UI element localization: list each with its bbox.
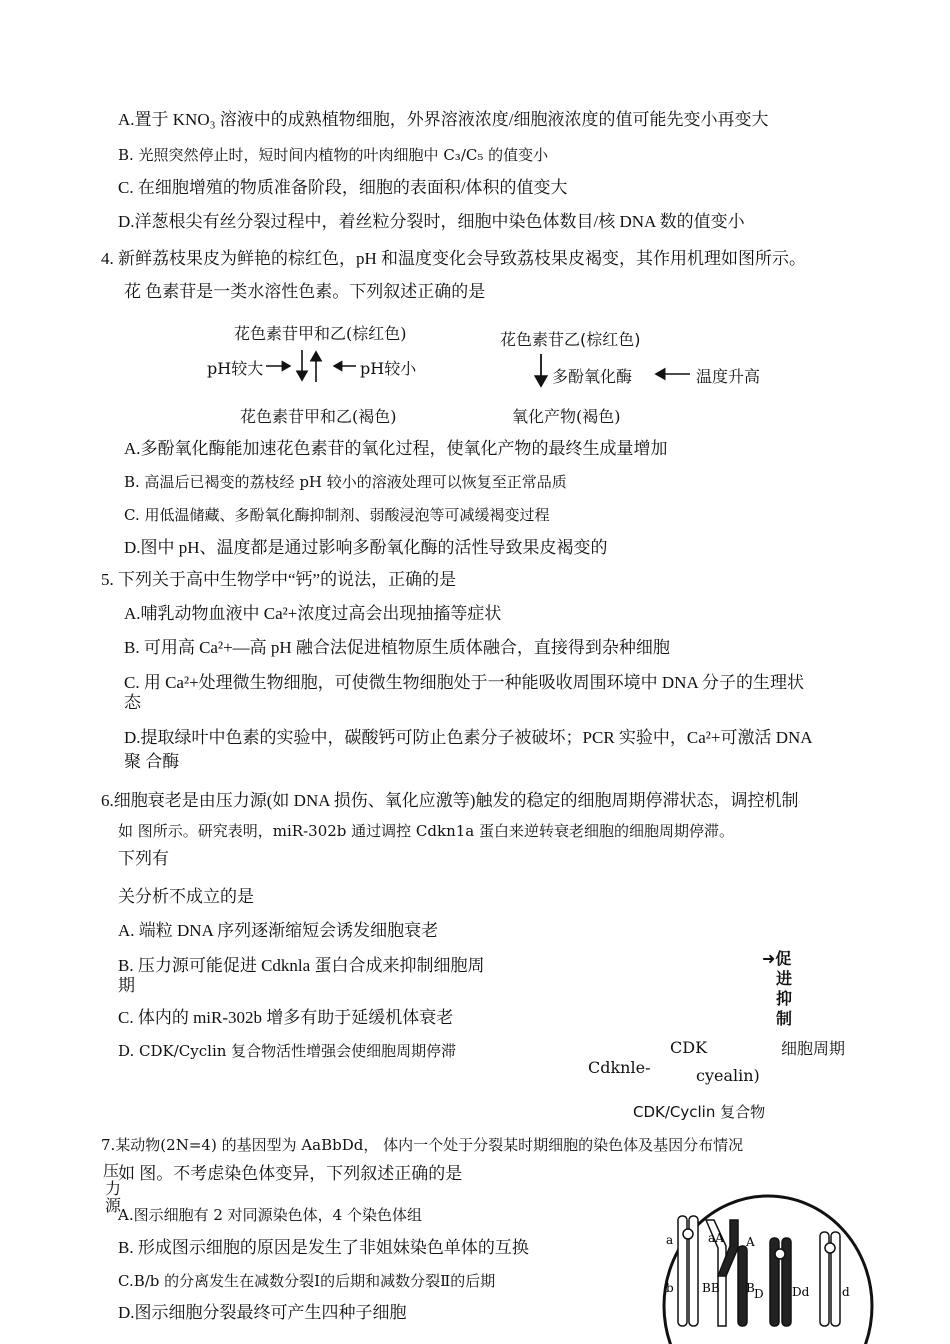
q6-fig-complex: CDK/Cyclin 复合物 [633, 1103, 766, 1121]
q7-option-c: C.B/b 的分离发生在减数分裂Ⅰ的后期和减数分裂Ⅱ的后期 [118, 1272, 496, 1290]
q6-fig-pressure-1: 压 [103, 1163, 120, 1180]
gene-A: A [746, 1235, 755, 1249]
q6-option-a: A. 端粒 DNA 序列逐渐缩短会诱发细胞衰老 [118, 921, 439, 940]
gene-b: b [666, 1281, 674, 1295]
q3-option-c: C. 在细胞增殖的物质准备阶段，细胞的表面积/体积的值变大 [118, 178, 568, 197]
q4-stem-line1: 4. 新鲜荔枝果皮为鲜艳的棕红色，pH 和温度变化会导致荔枝果皮褐变，其作用机理如图所示。 [101, 249, 807, 268]
q5-option-d-line1: D.提取绿叶中色素的实验中，碳酸钙可防止色素分子被破坏；PCR 实验中，Ca²+可激活 DNA [124, 728, 813, 747]
gene-aA: aA [708, 1231, 724, 1245]
q5-option-c-line1: C. 用 Ca²+处理微生物细胞，可使微生物细胞处于一种能吸收周围环境中 DNA 分子的生理状 [124, 673, 805, 692]
q4-option-c: C. 用低温储藏、多酚氧化酶抑制剂、弱酸浸泡等可减缓褐变过程 [124, 506, 550, 524]
q6-fig-cell-cycle: 细胞周期 [781, 1039, 846, 1058]
q4-stem-line2: 花 色素苷是一类水溶性色素。下列叙述正确的是 [124, 282, 486, 301]
q6-option-c: C. 体内的 miR-302b 增多有助于延缓机体衰老 [118, 1008, 454, 1027]
q4-fig-ph-small: pH较小 [360, 359, 417, 378]
q6-stem-line3: 下列有 [118, 849, 169, 868]
gene-d: d [842, 1285, 850, 1299]
gene-D: D [754, 1287, 764, 1301]
q7-stem-line2: 如 图。不考虑染色体变异，下列叙述正确的是 [118, 1164, 463, 1183]
q5-option-b: B. 可用高 Ca²+—高 pH 融合法促进植物原生质体融合，直接得到杂种细胞 [124, 638, 670, 657]
q6-fig-cdknle: Cdknle- [588, 1058, 651, 1077]
q6-fig-pressure-3: 源 [105, 1198, 122, 1215]
q4-fig-left-top: 花色素苷甲和乙(棕红色) [234, 324, 407, 343]
q4-fig-temperature: 温度升高 [696, 367, 761, 386]
q5-option-d-line2: 聚 合酶 [124, 752, 180, 771]
q4-option-d: D.图中 pH、温度都是通过影响多酚氧化酶的活性导致果皮褐变的 [124, 538, 608, 557]
q4-fig-right-top: 花色素苷乙(棕红色) [500, 330, 641, 349]
q7-cell-diagram [650, 1186, 880, 1344]
q5-option-a: A.哺乳动物血液中 Ca²+浓度过高会出现抽搐等症状 [124, 604, 502, 623]
q6-legend-4: 制 [776, 1009, 793, 1028]
q4-fig-left-bottom: 花色素苷甲和乙(褐色) [240, 407, 397, 426]
q3-option-d: D.洋葱根尖有丝分裂过程中，着丝粒分裂时，细胞中染色体数目/核 DNA 数的值变小 [118, 212, 745, 231]
q7-option-b: B. 形成图示细胞的原因是发生了非姐妹染色单体的互换 [118, 1238, 529, 1257]
q4-fig-right-bottom: 氧化产物(褐色) [512, 407, 621, 426]
q4-option-a: A.多酚氧化酶能加速花色素苷的氧化过程，使氧化产物的最终生成量增加 [124, 439, 668, 458]
q4-fig-ph-big: pH较大 [207, 359, 264, 378]
gene-B: B [746, 1281, 755, 1295]
chromosome-1 [678, 1216, 698, 1326]
q4-fig-enzyme: 多酚氧化酶 [552, 367, 633, 386]
q3-option-b: B. 光照突然停止时，短时间内植物的叶肉细胞中 C₃/C₅ 的值变小 [118, 146, 549, 164]
q5-stem: 5. 下列关于高中生物学中“钙”的说法，正确的是 [101, 570, 457, 589]
q4-fig-arrows [0, 0, 950, 440]
gene-BB: BB [702, 1281, 720, 1295]
q6-stem-line1: 6.细胞衰老是由压力源(如 DNA 损伤、氧化应激等)触发的稳定的细胞周期停滞状态，调控机制 [101, 791, 799, 810]
q7-option-a: A.图示细胞有 2 对同源染色体，4 个染色体组 [118, 1206, 422, 1224]
chromosome-4 [820, 1232, 840, 1326]
q4-option-b: B. 高温后已褐变的荔枝经 pH 较小的溶液处理可以恢复至正常品质 [124, 473, 567, 491]
q7-option-d: D.图示细胞分裂最终可产生四种子细胞 [118, 1303, 407, 1322]
q6-fig-cdk: CDK [670, 1038, 708, 1057]
q6-fig-cyealin: cyealin) [696, 1066, 760, 1085]
q6-option-b-line1: B. 压力源可能促进 Cdknla 蛋白合成来抑制细胞周 [118, 956, 485, 975]
q3-option-a: A.置于 KNO₃ 溶液中的成熟植物细胞，外界溶液浓度/细胞液浓度的值可能先变小再变大 [118, 110, 769, 129]
q6-option-d: D. CDK/Cyclin 复合物活性增强会使细胞周期停滞 [118, 1042, 457, 1060]
chromosome-3 [770, 1238, 791, 1326]
q6-fig-pressure-2: 力 [105, 1181, 122, 1198]
q5-option-c-line2: 态 [124, 693, 141, 712]
q6-option-b-line2: 期 [118, 976, 135, 995]
q6-legend-promote-arrow: ➜促 [762, 949, 792, 968]
q6-stem-line4: 关分析不成立的是 [118, 887, 254, 906]
gene-a1: a [666, 1233, 674, 1247]
q6-stem-line2: 如 图所示。研究表明，miR-302b 通过调控 Cdkn1a 蛋白来逆转衰老细胞的细胞周期停滞。 [118, 822, 735, 840]
gene-Dd: Dd [792, 1285, 810, 1299]
q6-legend-2: 进 [776, 969, 793, 988]
q7-stem-line1: 7.某动物(2N=4) 的基因型为 AaBbDd， 体内一个处于分裂某时期细胞的染色体及基因分布情况 [101, 1136, 744, 1154]
q6-legend-3: 抑 [776, 989, 793, 1008]
